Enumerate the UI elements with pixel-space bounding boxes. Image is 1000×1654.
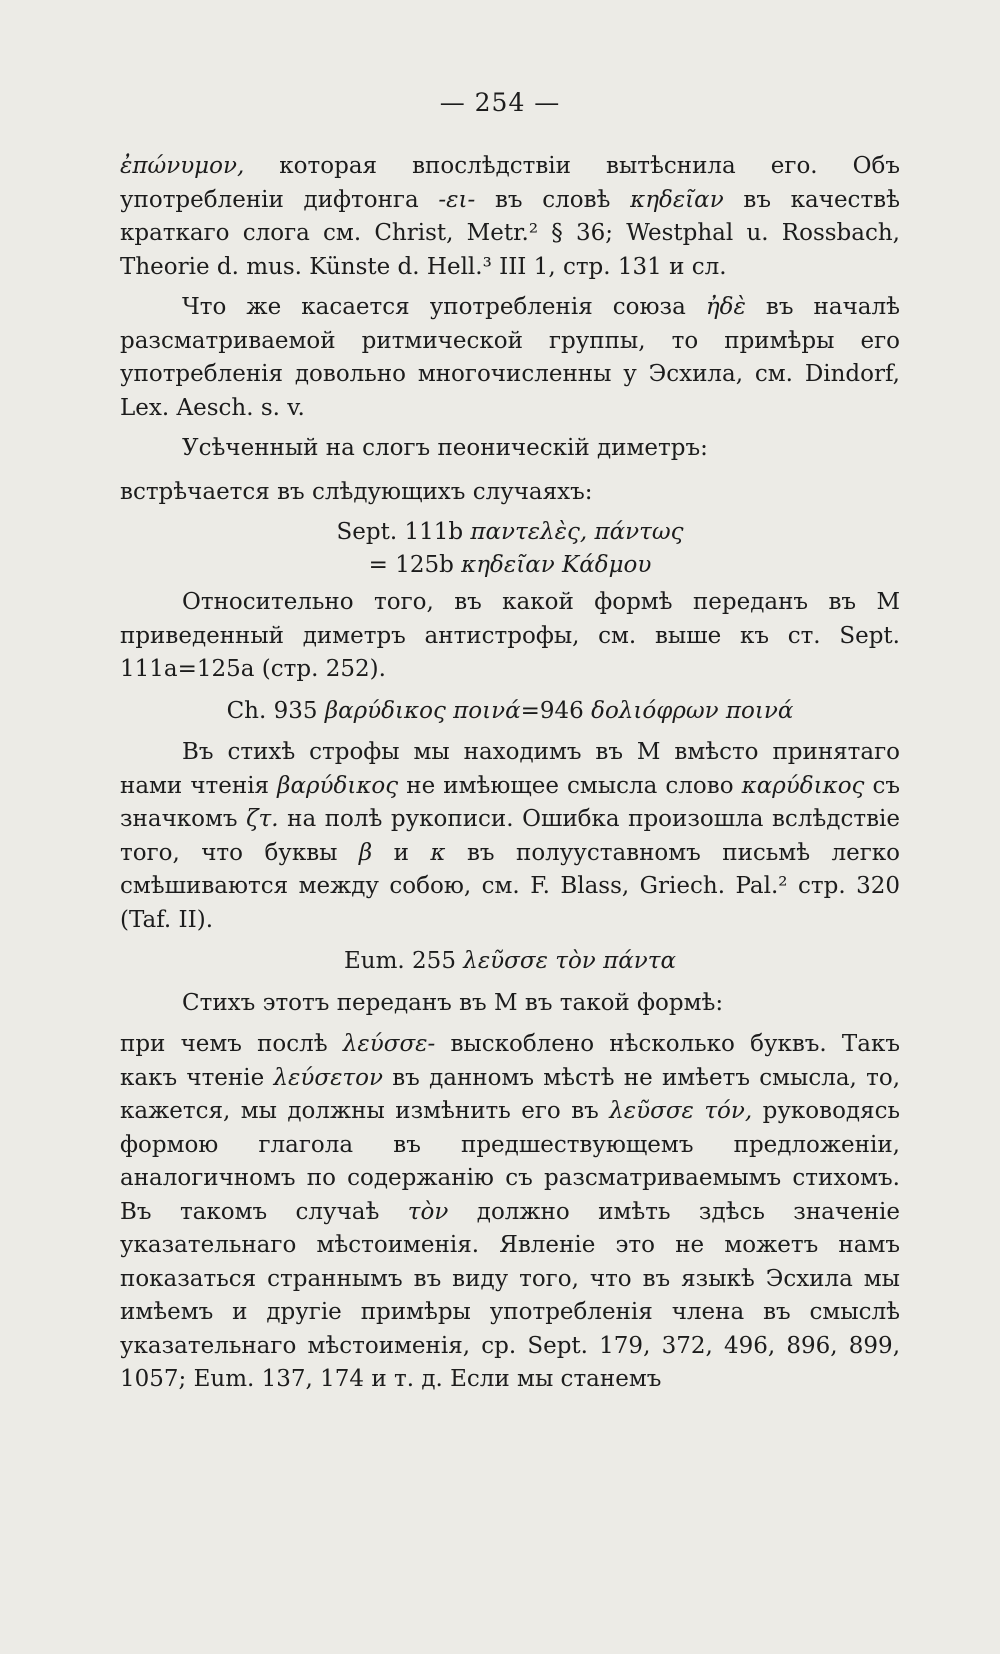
text-run: не имѣющее смысла слово xyxy=(398,772,742,799)
text-run: въ качествѣ краткаго слога см. Christ, Metr.² § 36; Westphal u. Rossbach, Theorie d. mus. Künste d. Hell.³ III 1, стр. 131 и сл. xyxy=(120,186,900,280)
text-run: Что же касается употребленія союза xyxy=(182,294,706,320)
text-run: Sept. 111b xyxy=(336,519,471,545)
paragraph-3 xyxy=(120,432,900,466)
text-run: =946 xyxy=(520,697,592,724)
paragraph-1 xyxy=(120,150,900,284)
greek-word: -ει- xyxy=(438,186,476,213)
text-run: въ началѣ разсматриваемой ритмической группы, то примѣры его употребленія довольно многочисленны у Эсхила, см. Dindorf, Lex. Aesch. s. v. xyxy=(120,294,900,421)
greek-word: β xyxy=(358,839,373,866)
text-run: въ словѣ xyxy=(475,186,631,213)
text-run: Ch. 935 xyxy=(226,697,325,724)
greek-word: λεύσετον xyxy=(273,1064,383,1091)
greek-word: ἐπώνυμον, xyxy=(120,153,245,179)
greek-word: λεῦσσε τὸν πάντα xyxy=(463,948,676,974)
text-run: должно имѣть здѣсь значеніе указательнаго мѣстоименія. Явленіе это не можетъ намъ показаться страннымъ въ виду того, что въ языкѣ Эсхила мы имѣемъ и другіе примѣры употребленія члена въ смыслѣ указательнаго мѣстоименія, ср. Sept. 179, 372, 496, 896, 899, 1057; Eum. 137, 174 и т. д. Если мы станемъ xyxy=(120,1198,901,1392)
text-run: = 125b xyxy=(368,552,462,578)
page-number: — 254 — xyxy=(439,88,561,117)
text-run: Въ стихѣ строфы мы находимъ въ M вмѣсто принятаго нами чтенія xyxy=(120,739,900,799)
greek-word: βαρύδικος ποινά xyxy=(324,697,521,724)
text-run: Усѣченный на слогъ пеоническій диметръ: xyxy=(182,435,708,461)
text-run: Относительно того, въ какой формѣ переданъ въ M приведенный диметръ антистрофы, см. выше къ ст. Sept. 111a=125a (стр. 252). xyxy=(120,589,900,682)
paragraph-8 xyxy=(120,1028,900,1397)
greek-word: κηδεῖαν xyxy=(630,186,724,213)
text-run: съ значкомъ xyxy=(120,772,901,832)
paragraph-6 xyxy=(120,736,900,937)
text-run: выскоблено нѣсколько буквъ. Такъ какъ чтеніе xyxy=(120,1031,900,1091)
greek-word: λεύσσε- xyxy=(342,1031,436,1057)
page-body xyxy=(120,150,900,1404)
paragraph-5 xyxy=(120,586,900,687)
paragraph-4 xyxy=(120,476,900,510)
text-run: Стихъ этотъ переданъ въ M въ такой формѣ: xyxy=(182,989,724,1016)
greek-word: δολιόφρων ποινά xyxy=(591,697,794,724)
text-run: Eum. 255 xyxy=(344,948,464,974)
section-heading-ch xyxy=(120,695,900,729)
sept-line-1 xyxy=(120,516,900,549)
sept-line-2 xyxy=(120,549,900,582)
greek-word: κηδεῖαν Κάδμου xyxy=(461,552,652,578)
greek-word: καρύδικος xyxy=(741,772,865,799)
sept-citation-block xyxy=(120,516,900,582)
paragraph-2 xyxy=(120,291,900,425)
text-run: встрѣчается въ слѣдующихъ случаяхъ: xyxy=(120,478,593,505)
text-run: въ полууставномъ письмѣ легко смѣшиваются между собою, см. F. Blass, Griech. Pal.² стр. 320 (Taf. II). xyxy=(120,839,901,933)
text-run: которая впослѣдствіи вытѣснила его. Объ употребленіи дифтонга xyxy=(120,153,900,213)
greek-word: λεῦσσε τόν, xyxy=(609,1098,753,1124)
greek-word: παντελὲς, πάντως xyxy=(470,519,684,545)
greek-word: βαρύδικος xyxy=(277,772,399,799)
text-run: въ данномъ мѣстѣ не имѣетъ смысла, то, кажется, мы должны измѣнить его въ xyxy=(120,1064,901,1124)
greek-word: ζτ. xyxy=(246,806,279,832)
text-run: руководясь формою глагола въ предшествующемъ предложеніи, аналогичномъ по содержанію съ разсматриваемымъ стихомъ. Въ такомъ случаѣ xyxy=(120,1098,901,1225)
text-run: на полѣ рукописи. Ошибка произошла вслѣдствіе того, что буквы xyxy=(120,806,900,866)
section-heading-eum xyxy=(120,945,900,979)
greek-word: τὸν xyxy=(407,1198,449,1225)
greek-word: κ xyxy=(430,839,446,866)
text-run: и xyxy=(372,839,431,866)
text-run: при чемъ послѣ xyxy=(120,1031,343,1057)
paragraph-7 xyxy=(120,987,900,1021)
greek-word: ἠδὲ xyxy=(705,294,746,320)
